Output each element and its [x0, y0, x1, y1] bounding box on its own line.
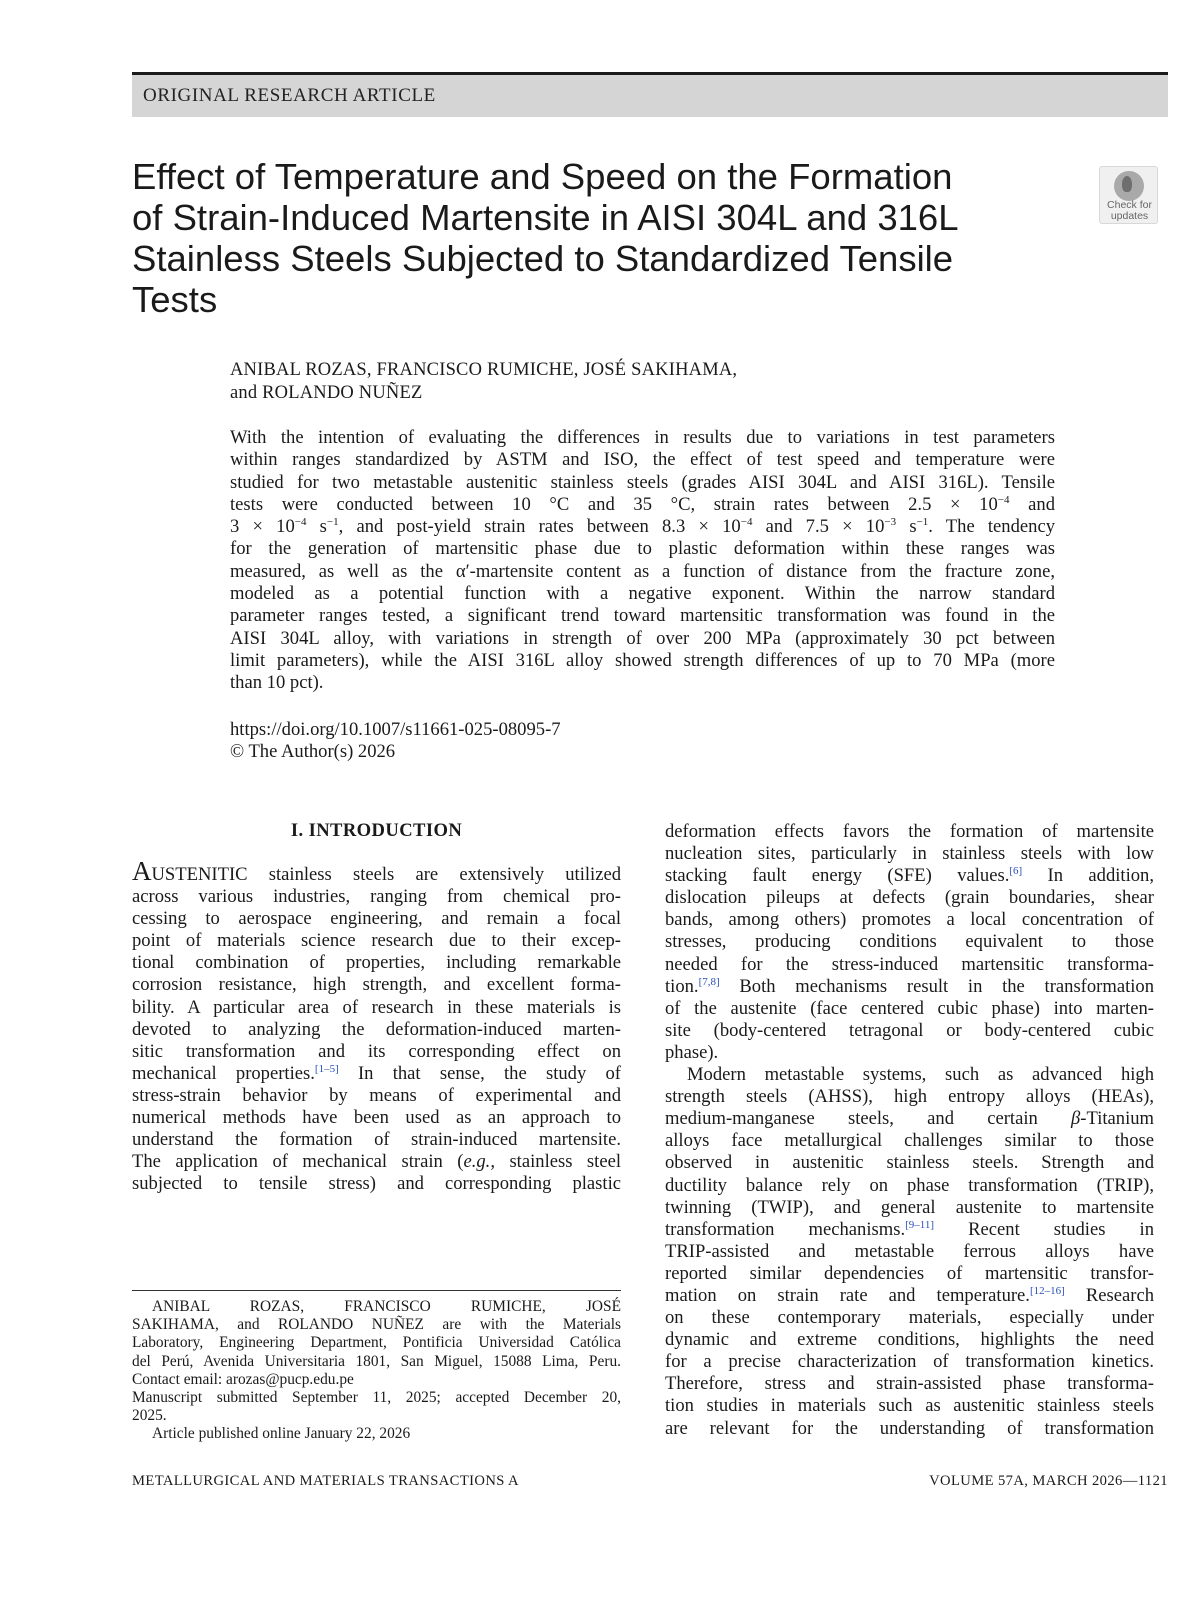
body-line: AUSTENITIC stainless steels are extensively utilized: [132, 856, 621, 886]
section-label-band: [132, 75, 1168, 117]
body-line: twinning (TWIP), and general austenite to martensite: [665, 1196, 1154, 1218]
body-line: site (body-centered tetragonal or body-centered cubic: [665, 1019, 1154, 1041]
abstract-line: parameter ranges tested, a significant trend toward martensitic transformation was found in the: [230, 605, 1055, 627]
footnote-line: Manuscript submitted September 11, 2025; accepted December 20,: [132, 1389, 621, 1407]
body-line: Therefore, stress and strain-assisted phase transforma-: [665, 1373, 1154, 1395]
body-line: bands, among others) promotes a local concentration of: [665, 909, 1154, 931]
abstract-line: for the generation of martensitic phase due to plastic deformation within these ranges was: [230, 538, 1055, 560]
author-list: [230, 359, 737, 405]
check-updates-line1: Check for: [1107, 199, 1152, 211]
footnote-line: ANIBAL ROZAS, FRANCISCO RUMICHE, JOSÉ: [152, 1298, 621, 1315]
drop-cap: A: [132, 856, 152, 886]
body-line: tion.[7,8] Both mechanisms result in the transformation: [665, 975, 1154, 997]
body-line: point of materials science research due to their excep-: [132, 930, 621, 952]
body-line: mechanical properties.[1–5] In that sense, the study of: [132, 1062, 621, 1084]
body-line: tional combination of properties, including remarkable: [132, 952, 621, 974]
affiliation-footnote: [132, 1298, 621, 1444]
body-line: alloys face metallurgical challenges similar to those: [665, 1130, 1154, 1152]
abstract-line: than 10 pct).: [230, 672, 324, 694]
body-line: corrosion resistance, high strength, and excellent forma-: [132, 974, 621, 996]
body-line: observed in austenitic stainless steels. Strength and: [665, 1152, 1154, 1174]
section-heading: I. INTRODUCTION: [290, 820, 463, 841]
body-line: The application of mechanical strain (e.g., stainless steel: [132, 1151, 621, 1173]
body-line: needed for the stress-induced martensitic transforma-: [665, 953, 1154, 975]
body-line: transformation mechanisms.[9–11] Recent studies in: [665, 1218, 1154, 1240]
body-line: Modern metastable systems, such as advanced high: [687, 1064, 1154, 1086]
citation-link[interactable]: [12–16]: [1029, 1284, 1065, 1297]
body-line: TRIP-assisted and metastable ferrous alloys have: [665, 1240, 1154, 1262]
doi-link[interactable]: https://doi.org/10.1007/s11661-025-08095-7: [230, 719, 561, 740]
body-line: sitic transformation and its corresponding effect on: [132, 1040, 621, 1062]
body-line: devoted to analyzing the deformation-induced marten-: [132, 1018, 621, 1040]
footnote-email[interactable]: Contact email: arozas@pucp.edu.pe: [132, 1370, 354, 1388]
body-line: ductility balance rely on phase transformation (TRIP),: [665, 1174, 1154, 1196]
footnote-line: del Perú, Avenida Universitaria 1801, San Miguel, 15088 Lima, Peru.: [132, 1352, 621, 1370]
body-line: reported similar dependencies of martensitic transfor-: [665, 1262, 1154, 1284]
footnote-line: Laboratory, Engineering Department, Pontificia Universidad Católica: [132, 1334, 621, 1352]
doi-block: [230, 719, 561, 764]
footnote-line: Article published online January 22, 2026: [152, 1425, 411, 1443]
abstract-line: AISI 304L alloy, with variations in strength of over 200 MPa (approximately 30 pct between: [230, 627, 1055, 649]
body-line: numerical methods have been used as an approach to: [132, 1107, 621, 1129]
abstract-line: modeled as a potential function with a negative exponent. Within the narrow standard: [230, 583, 1055, 605]
body-line: subjected to tensile stress) and corresponding plastic: [132, 1173, 621, 1195]
abstract-line: limit parameters), while the AISI 316L alloy showed strength differences of up to 70 MPa (more: [230, 649, 1055, 671]
footnote-line: 2025.: [132, 1407, 167, 1425]
body-line: stacking fault energy (SFE) values.[6] In addition,: [665, 865, 1154, 887]
check-for-updates-button[interactable]: [1099, 166, 1158, 224]
abstract-line: $3 \times 10^{-4}$ $s^{-1}$, and post-yield strain rates between $8.3 \times 10^{-4}$ and $7.5 \times 10^{-3}$ $s^{-1}$. The tendency: [230, 516, 1055, 538]
abstract-line: measured, as well as the α′-martensite content as a function of distance from the fracture zone,: [230, 560, 1055, 582]
footnote-rule: [132, 1290, 621, 1291]
abstract-line: With the intention of evaluating the differences in results due to variations in test parameters: [230, 427, 1055, 448]
author-line: ANIBAL ROZAS, FRANCISCO RUMICHE, JOSÉ SAKIHAMA,: [230, 360, 738, 380]
body-line: understand the formation of strain-induced martensite.: [132, 1129, 621, 1151]
body-line: phase).: [665, 1041, 719, 1063]
body-line: tion studies in materials such as austenitic stainless steels: [665, 1395, 1154, 1417]
body-line: strength steels (AHSS), high entropy alloys (HEAs),: [665, 1086, 1154, 1108]
body-line: on these contemporary materials, especially under: [665, 1307, 1154, 1329]
citation-link[interactable]: [9–11]: [905, 1218, 935, 1231]
citation-link[interactable]: [7,8]: [698, 975, 720, 988]
body-line: are relevant for the understanding of transformation: [665, 1417, 1154, 1439]
footnote-line: SAKIHAMA, and ROLANDO NUÑEZ are with the Materials: [132, 1316, 621, 1334]
abstract-line: studied for two metastable austenitic stainless steels (grades AISI 304L and AISI 316L). Tensile: [230, 471, 1055, 493]
body-line: deformation effects favors the formation of martensite: [665, 821, 1154, 842]
check-updates-line2: updates: [1110, 210, 1149, 222]
citation-link[interactable]: [6]: [1009, 865, 1023, 878]
journal-name: METALLURGICAL AND MATERIALS TRANSACTIONS A: [132, 1473, 519, 1489]
article-title: Effect of Temperature and Speed on the Formation of Strain-Induced Martensite in AISI 304L and 316L Stainless Steels Subjected to Standardized Tensile Tests: [132, 156, 958, 320]
body-line: dynamic and extreme conditions, highlights the need: [665, 1329, 1154, 1351]
section-label: ORIGINAL RESEARCH ARTICLE: [143, 85, 436, 106]
citation-link[interactable]: [1–5]: [314, 1062, 339, 1075]
abstract-line: tests were conducted between 10 °C and 35 °C, strain rates between $2.5 \times 10^{-4}$ and: [230, 493, 1055, 515]
body-line: of the austenite (face centered cubic phase) into marten-: [665, 997, 1154, 1019]
body-line: nucleation sites, particularly in stainless steels with low: [665, 843, 1154, 865]
body-line: across various industries, ranging from chemical pro-: [132, 886, 621, 908]
volume-page: VOLUME 57A, MARCH 2026—1121: [929, 1473, 1168, 1489]
body-line: dislocation pileups at defects (grain boundaries, shear: [665, 887, 1154, 909]
abstract-line: within ranges standardized by ASTM and ISO, the effect of test speed and temperature were: [230, 449, 1055, 471]
body-line: stresses, producing conditions equivalent to those: [665, 931, 1154, 953]
body-line: bility. A particular area of research in these materials is: [132, 996, 621, 1018]
body-line: stress-strain behavior by means of experimental and: [132, 1084, 621, 1106]
body-line: medium-manganese steels, and certain β-Titanium: [665, 1108, 1154, 1130]
body-line: mation on strain rate and temperature.[12–16] Research: [665, 1284, 1154, 1306]
author-line: and ROLANDO NUÑEZ: [230, 383, 423, 403]
copyright: © The Author(s) 2026: [230, 741, 396, 763]
check-for-updates-icon: [1114, 171, 1144, 201]
right-column: [665, 821, 1154, 1440]
body-line: for a precise characterization of transformation kinetics.: [665, 1351, 1154, 1373]
body-line: cessing to aerospace engineering, and remain a focal: [132, 908, 621, 930]
abstract: [230, 427, 1055, 695]
left-column: [132, 856, 621, 1195]
